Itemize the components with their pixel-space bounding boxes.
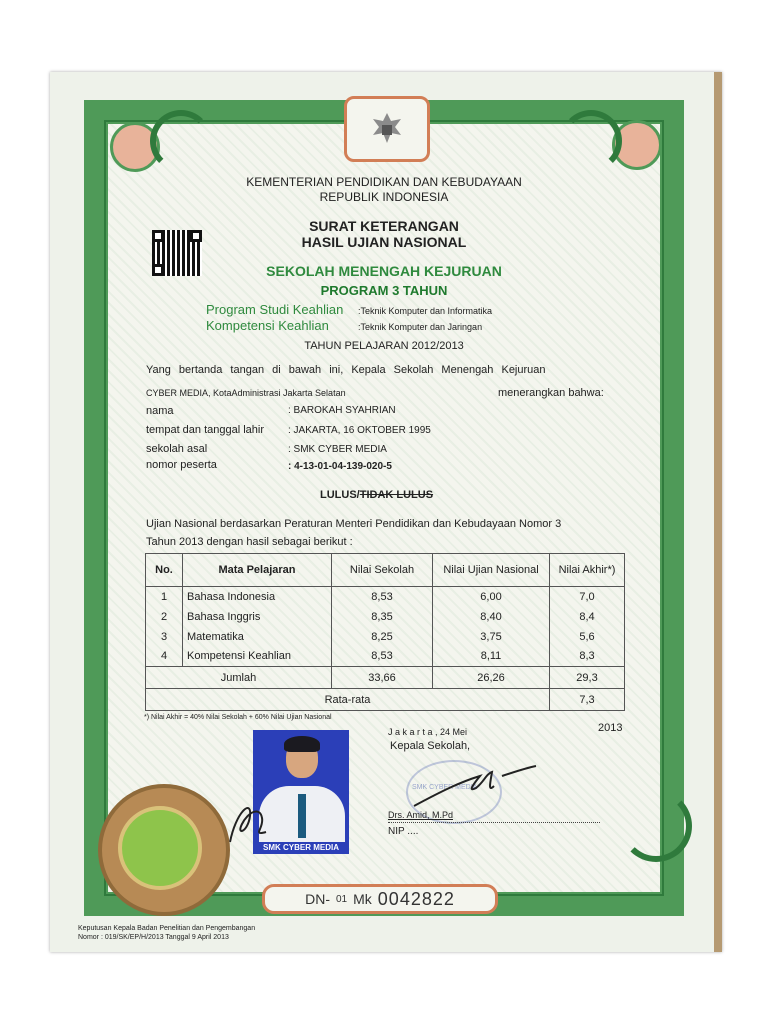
- row-school-score: 8,53: [332, 647, 433, 667]
- intro-line-1: Yang bertanda tangan di bawah ini, Kepala Sekolah Menengah Kejuruan: [146, 364, 546, 376]
- serial-code: 01: [336, 893, 348, 905]
- footer-decree-line-1: Keputusan Kepala Badan Penelitian dan Pengembangan: [78, 925, 256, 932]
- student-birth-value: : JAKARTA, 16 OKTOBER 1995: [288, 425, 431, 436]
- academic-year: TAHUN PELAJARAN 2012/2013: [304, 340, 464, 352]
- study-program-value: :Teknik Komputer dan Informatika: [358, 306, 493, 316]
- total-final-score: 29,3: [550, 667, 625, 689]
- republic-name: REPUBLIK INDONESIA: [319, 190, 449, 204]
- table-average-row: [146, 689, 625, 711]
- serial-number: 0042822: [377, 888, 455, 909]
- principal-name: Drs. Amid, M.Pd: [388, 810, 454, 820]
- row-final-score: 5,6: [550, 627, 625, 647]
- header-school-score: Nilai Sekolah: [332, 554, 433, 587]
- row-final-score: 7,0: [550, 587, 625, 607]
- serial-mk: Mk: [353, 891, 372, 907]
- row-school-score: 8,35: [332, 607, 433, 627]
- table-header-row: [146, 554, 625, 587]
- principal-signature: [410, 762, 540, 812]
- student-number-value: : 4-13-01-04-139-020-5: [288, 461, 392, 472]
- title-line-2: HASIL UJIAN NASIONAL: [301, 234, 467, 250]
- header-final-score: Nilai Akhir*): [550, 554, 625, 587]
- scroll-ornament-left: [150, 110, 212, 172]
- garuda-emblem-icon: [344, 96, 430, 162]
- table-row: [146, 627, 625, 647]
- row-subject: Bahasa Indonesia: [183, 587, 332, 607]
- signature-line: [388, 822, 600, 823]
- student-name-value: : BAROKAH SYAHRIAN: [288, 405, 396, 416]
- header-no: No.: [146, 554, 183, 587]
- photo-caption: SMK CYBER MEDIA: [253, 842, 349, 854]
- stamp-text: SMK CYBER MEDIA: [412, 784, 478, 791]
- row-school-score: 8,53: [332, 587, 433, 607]
- competency-value: :Teknik Komputer dan Jaringan: [358, 322, 483, 332]
- row-national-score: 6,00: [433, 587, 550, 607]
- study-program-label: Program Studi Keahlian: [206, 302, 344, 317]
- scroll-ornament-right: [560, 110, 622, 172]
- result-passed: LULUS/: [320, 489, 360, 501]
- total-national-score: 26,26: [433, 667, 550, 689]
- row-no: 4: [146, 647, 183, 667]
- row-no: 3: [146, 627, 183, 647]
- school-type: SEKOLAH MENENGAH KEJURUAN: [266, 263, 502, 279]
- row-school-score: 8,25: [332, 627, 433, 647]
- intro-end: menerangkan bahwa:: [498, 387, 604, 399]
- table-total-row: [146, 667, 625, 689]
- row-no: 1: [146, 587, 183, 607]
- table-row: [146, 587, 625, 607]
- row-subject: Bahasa Inggris: [183, 607, 332, 627]
- competency-label: Kompetensi Keahlian: [206, 318, 329, 333]
- signature-position: Kepala Sekolah,: [390, 740, 471, 752]
- row-no: 2: [146, 607, 183, 627]
- student-number-label: nomor peserta: [146, 459, 217, 471]
- signature-year: 2013: [598, 722, 623, 734]
- grades-table: [145, 553, 625, 711]
- ministry-name: KEMENTERIAN PENDIDIKAN DAN KEBUDAYAAN: [246, 175, 522, 189]
- total-school-score: 33,66: [332, 667, 433, 689]
- table-row: [146, 647, 625, 667]
- row-national-score: 8,11: [433, 647, 550, 667]
- student-school-label: sekolah asal: [146, 443, 208, 455]
- result-status: [320, 489, 433, 501]
- row-national-score: 8,40: [433, 607, 550, 627]
- intro-school: CYBER MEDIA, KotaAdministrasi Jakarta Selatan: [146, 388, 346, 398]
- program-duration: PROGRAM 3 TAHUN: [320, 283, 448, 298]
- table-footnote: *) Nilai Akhir = 40% Nilai Sekolah + 60% Nilai Ujian Nasional: [144, 714, 332, 721]
- row-final-score: 8,4: [550, 607, 625, 627]
- table-edge: [714, 72, 722, 952]
- row-national-score: 3,75: [433, 627, 550, 647]
- average-value: 7,3: [550, 689, 625, 711]
- footer-decree-line-2: Nomor : 019/SK/EP/H/2013 Tanggal 9 April 2013: [78, 934, 229, 941]
- seal-center-icon: [118, 806, 202, 890]
- title-line-1: SURAT KETERANGAN: [309, 218, 459, 234]
- basis-line-1: Ujian Nasional berdasarkan Peraturan Menteri Pendidikan dan Kebudayaan Nomor 3: [146, 518, 562, 530]
- serial-prefix: DN-: [305, 891, 330, 907]
- scroll-ornament-bottom-right: [620, 790, 692, 862]
- student-school-value: : SMK CYBER MEDIA: [288, 444, 387, 455]
- header-national-score: Nilai Ujian Nasional: [433, 554, 550, 587]
- principal-nip: NIP ....: [388, 826, 419, 837]
- row-final-score: 8,3: [550, 647, 625, 667]
- average-label: Rata-rata: [146, 689, 550, 711]
- table-row: [146, 607, 625, 627]
- row-subject: Matematika: [183, 627, 332, 647]
- serial-number-box: [262, 884, 498, 914]
- total-label: Jumlah: [146, 667, 332, 689]
- student-name-label: nama: [146, 405, 174, 417]
- basis-line-2: Tahun 2013 dengan hasil sebagai berikut :: [146, 536, 353, 548]
- student-birth-label: tempat dan tanggal lahir: [146, 424, 265, 436]
- header-subject: Mata Pelajaran: [183, 554, 332, 587]
- result-not-passed: TIDAK LULUS: [359, 489, 434, 501]
- signature-place-date: J a k a r t a , 24 Mei: [388, 727, 468, 737]
- row-subject: Kompetensi Keahlian: [183, 647, 332, 667]
